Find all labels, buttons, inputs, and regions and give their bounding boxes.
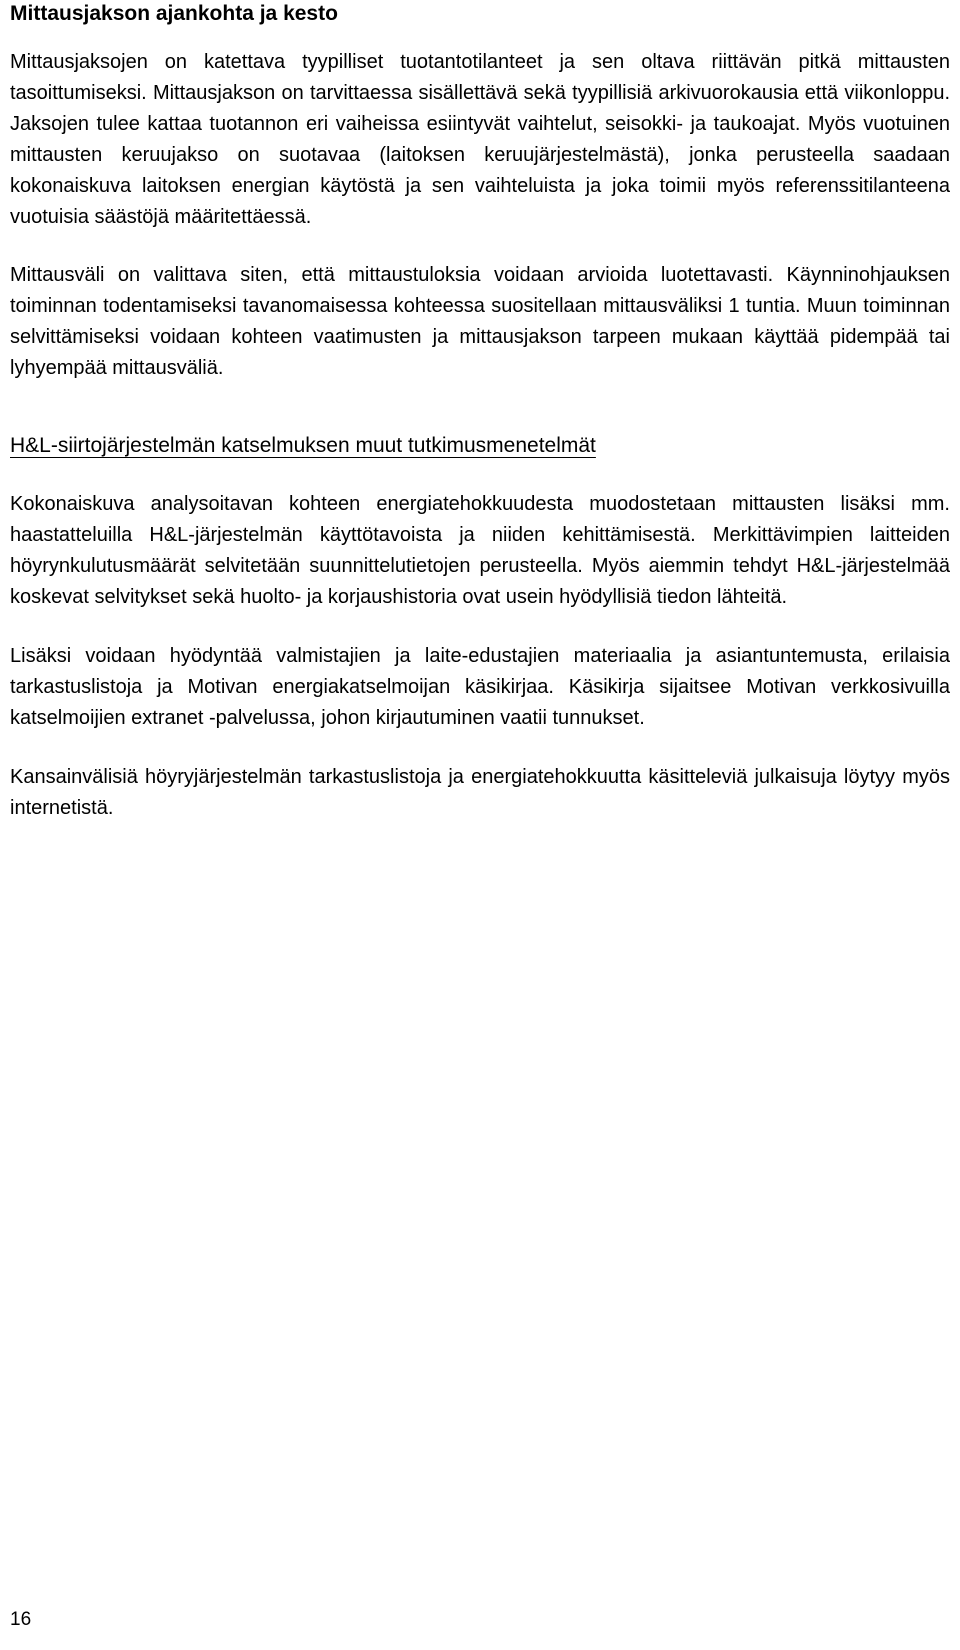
section-heading-other-methods: H&L-siirtojärjestelmän katselmuksen muut tutkimusmenetelmät: [10, 434, 596, 457]
document-page: [10, 0, 950, 824]
page-number: 16: [10, 1609, 32, 1630]
paragraph-additional-resources: Lisäksi voidaan hyödyntää valmistajien ja laite-edustajien materiaalia ja asiantuntemusta, erilaisia tarkastuslistoja ja Motivan energiakatselmoijan käsikirjaa. Käsikirja sijaitsee Motivan verkkosivuilla katselmoijien extranet -palvelussa, johon kirjautuminen vaatii tunnukset.: [10, 645, 950, 729]
paragraph-measurement-period: Mittausjaksojen on katettava tyypilliset tuotantotilanteet ja sen oltava riittävän pitkä mittausten tasoittumiseksi. Mittausjakson on tarvittaessa sisällettävä sekä tyypillisiä arkivuorokausia että viikonloppu. Jaksojen tulee kattaa tuotannon eri vaiheissa esiintyvät vaihtelut, seisokki- ja taukoajat. Myös vuotuinen mittausten keruujakso on suotavaa (laitoksen keruujärjestelmästä), jonka perusteella saadaan kokonaiskuva laitoksen energian käytöstä ja sen vaihteluista ja joka toimii myös referenssitilanteena vuotuisia säästöjä määritettäessä.: [10, 51, 950, 228]
paragraph-international-checklists: Kansainvälisiä höyryjärjestelmän tarkastuslistoja ja energiatehokkuutta käsitteleviä julkaisuja löytyy myös internetistä.: [10, 766, 950, 819]
section-heading-measurement-period: Mittausjakson ajankohta ja kesto: [10, 2, 338, 25]
paragraph-overall-picture: Kokonaiskuva analysoitavan kohteen energiatehokkuudesta muodostetaan mittausten lisäksi mm. haastatteluilla H&L-järjestelmän käyttötavoista ja niiden kehittämisestä. Merkittävimpien laitteiden höyrynkulutusmäärät selvitetään suunnittelutietojen perusteella. Myös aiemmin tehdyt H&L-järjestelmää koskevat selvitykset sekä huolto- ja korjaushistoria ovat usein hyödyllisiä tiedon lähteitä.: [10, 493, 950, 608]
paragraph-measurement-interval: Mittausväli on valittava siten, että mittaustuloksia voidaan arvioida luotettavasti. Käynninohjauksen toiminnan todentamiseksi tavanomaisessa kohteessa suositellaan mittausväliksi 1 tuntia. Muun toiminnan selvittämiseksi voidaan kohteen vaatimusten ja mittausjakson tarpeen mukaan käyttää pidempää tai lyhyempää mittausväliä.: [10, 264, 950, 379]
